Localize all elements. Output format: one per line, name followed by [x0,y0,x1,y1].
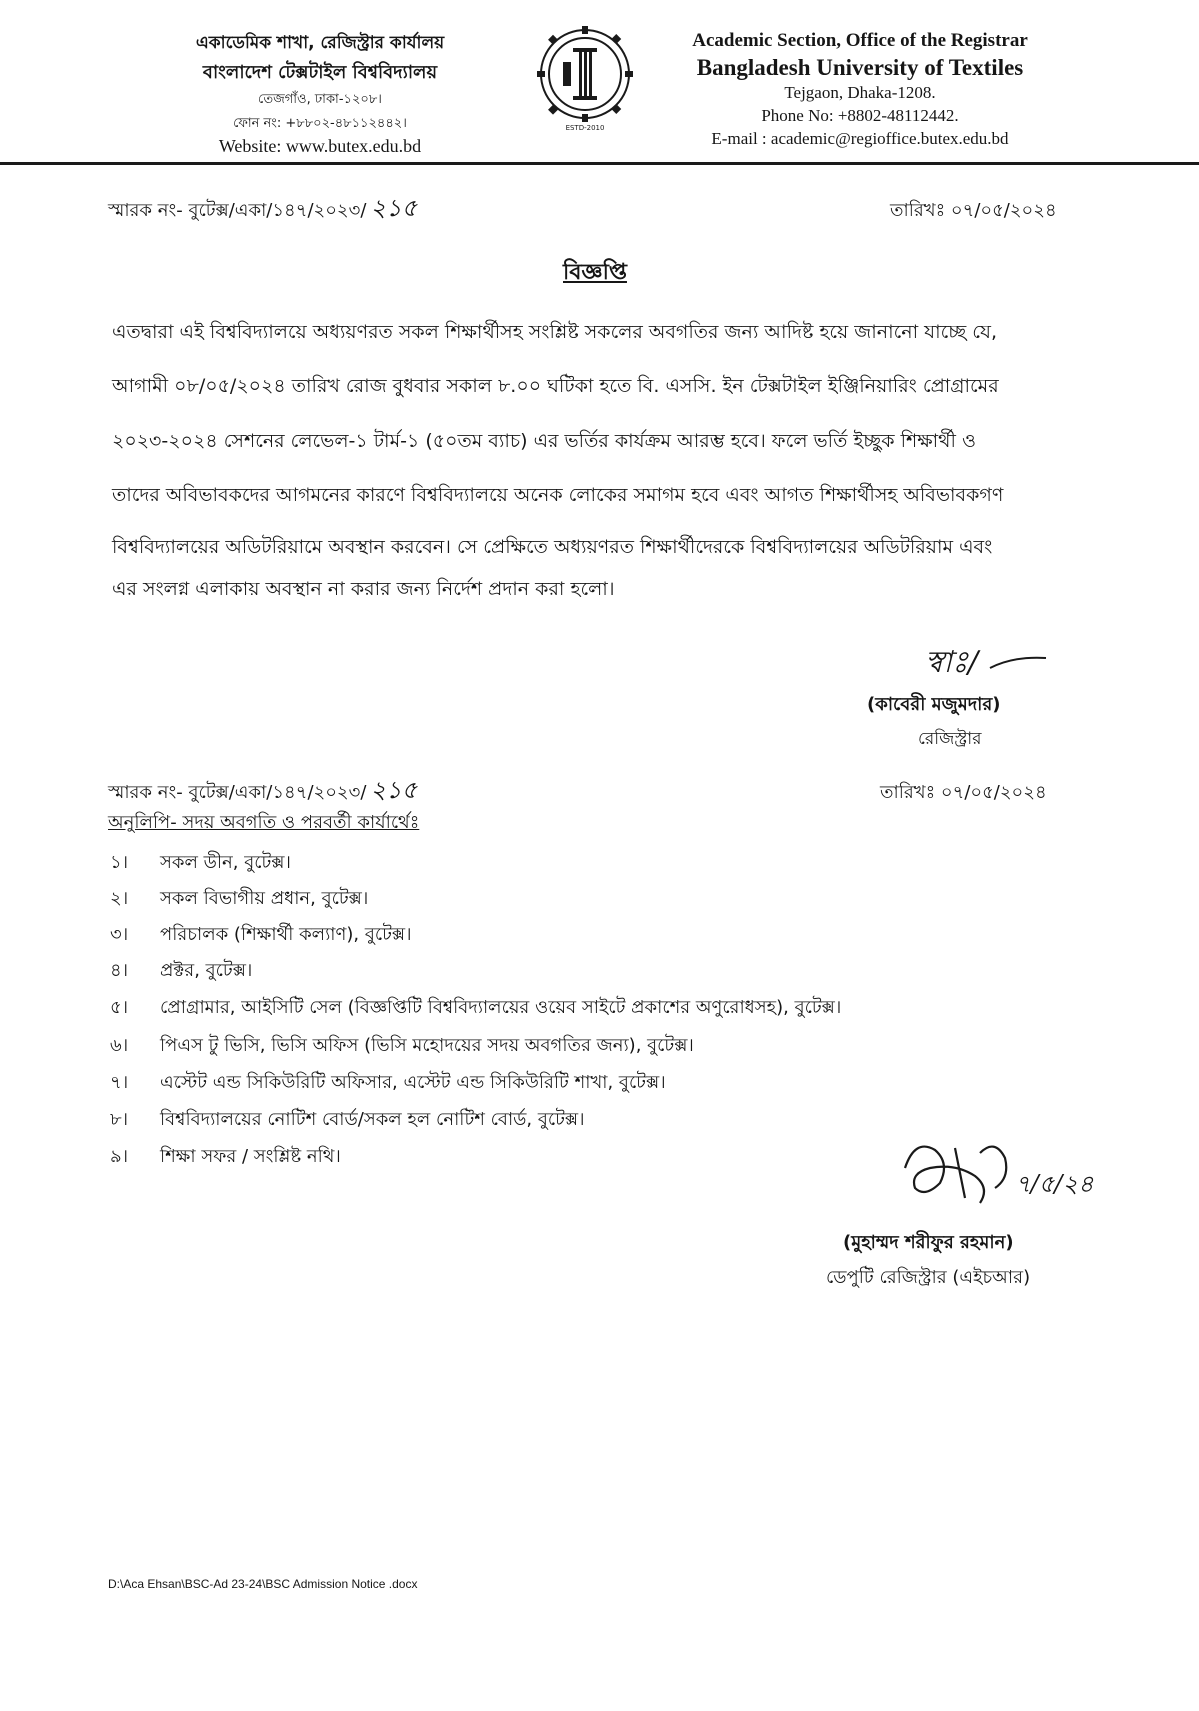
memo-reference [108,190,417,230]
notice-line-1: এতদ্বারা এই বিশ্ববিদ্যালয়ে অধ্যয়ণরত সকল শিক্ষার্থীসহ সংশ্লিষ্ট সকলের অবগতির জন্য আদিষ্ট হয়ে জানানো যাচ্ছে যে, [112,321,997,343]
header-bn-office: একাডেমিক শাখা, রেজিস্ট্রার কার্যালয় [195,33,445,53]
copy-item-text: সকল বিভাগীয় প্রধান, বুটেক্স। [160,888,369,909]
copy-reference [108,772,417,812]
copy-reference-handwritten: ২১৫ [370,776,418,804]
copy-item-text: শিক্ষা সফর / সংশ্লিষ্ট নথি। [160,1146,341,1167]
logo-estd: ESTD-2010 [565,124,605,132]
copy-item-text: এস্টেট এন্ড সিকিউরিটি অফিসার, এস্টেট এন্ড সিকিউরিটি শাখা, বুটেক্স। [160,1072,666,1093]
registrar-name: (কাবেরী মজুমদার) [867,694,1001,715]
copy-item-num: ৮। [110,1109,129,1130]
copy-item-num: ৩। [110,924,129,945]
copy-item-text: বিশ্ববিদ্যালয়ের নোটিশ বোর্ড/সকল হল নোটিশ বোর্ড, বুটেক্স। [160,1109,585,1130]
copy-item-text: প্রোগ্রামার, আইসিটি সেল (বিজ্ঞপ্তিটি বিশ্ববিদ্যালয়ের ওয়েব সাইটে প্রকাশের অণুরোধসহ), বুটেক্স। [160,997,842,1018]
copy-item-num: ৬। [110,1035,129,1056]
memo-reference-text: স্মারক নং- বুটেক্স/একা/১৪৭/২০২৩/ [108,200,367,221]
notice-line-3: ২০২৩-২০২৪ সেশনের লেভেল-১ টার্ম-১ (৫০তম ব্যাচ) এর ভর্তির কার্যক্রম আরম্ভ হবে। ফলে ভর্তি ইচ্ছুক শিক্ষার্থী ও [112,430,976,452]
copy-item-text: পিএস টু ভিসি, ভিসি অফিস (ভিসি মহোদয়ের সদয় অবগতির জন্য), বুটেক্স। [160,1035,694,1056]
copy-date: তারিখঃ ০৭/০৫/২০২৪ [880,782,1047,803]
header-divider [0,162,1199,165]
header-bn-address: তেজগাঁও, ঢাকা-১২০৮। [258,92,382,107]
copy-heading: অনুলিপি- সদয় অবগতি ও পরবর্তী কার্যার্থেঃ [108,812,420,833]
footer-file-path: D:\Aca Ehsan\BSC-Ad 23-24\BSC Admission Notice .docx [108,1577,418,1591]
university-logo [535,22,635,132]
memo-reference-handwritten: ২১৫ [370,194,418,222]
notice-line-4: তাদের অবিভাবকদের আগমনের কারণে বিশ্ববিদ্যালয়ে অনেক লোকের সমাগম হবে এবং আগত শিক্ষার্থীসহ অবিভাবকগণ [112,484,1004,506]
copy-item-text: পরিচালক (শিক্ষার্থী কল্যাণ), বুটেক্স। [160,924,412,945]
copy-item-num: ৫। [110,997,129,1018]
deputy-registrar-title: ডেপুটি রেজিস্ট্রার (এইচআর) [826,1267,1031,1288]
header-bn-university: বাংলাদেশ টেক্সটাইল বিশ্ববিদ্যালয় [202,62,438,83]
deputy-registrar-signature [895,1128,1115,1218]
registrar-title: রেজিস্ট্রার [918,729,982,749]
memo-date: তারিখঃ ০৭/০৫/২০২৪ [890,200,1057,221]
header-website: Website: www.butex.edu.bd [218,136,422,156]
copy-item-num: ২। [110,888,129,909]
header-en-phone: Phone No: +8802-48112442. [761,106,959,125]
registrar-signature-text: স্বাঃ/ [925,645,979,680]
notice-line-2: আগামী ০৮/০৫/২০২৪ তারিখ রোজ বুধবার সকাল ৮.০০ ঘটিকা হতে বি. এসসি. ইন টেক্সটাইল ইঞ্জিনিয়ারিং প্রোগ্রামের [112,375,999,397]
deputy-signature-date: ৭/৫/২৪ [1015,1170,1094,1198]
signature-stroke [988,654,1048,674]
copy-item-text: সকল ডীন, বুটেক্স। [160,852,291,873]
notice-title: বিজ্ঞপ্তি [563,260,627,285]
registrar-signature [925,638,1048,689]
header-en-office: Academic Section, Office of the Registrar [692,30,1028,51]
header-bn-phone: ফোন নং: +৮৮০২-৪৮১১২৪৪২। [233,116,407,131]
copy-item-num: ৯। [110,1146,129,1167]
header-en-email: E-mail : academic@regioffice.butex.edu.bd [711,129,1009,148]
copy-item-text: প্রক্টর, বুটেক্স। [160,960,253,981]
copy-item-num: ১। [110,852,129,873]
notice-line-5: বিশ্ববিদ্যালয়ের অডিটরিয়ামে অবস্থান করবেন। সে প্রেক্ষিতে অধ্যয়ণরত শিক্ষার্থীদেরকে বিশ্ববিদ্যালয়ের অডিটরিয়াম এবং [112,536,993,558]
copy-item-num: ৭। [110,1072,129,1093]
header-en-university: Bangladesh University of Textiles [696,55,1024,80]
deputy-registrar-name: (মুহাম্মদ শরীফুর রহমান) [843,1232,1014,1253]
notice-line-6: এর সংলগ্ন এলাকায় অবস্থান না করার জন্য নির্দেশ প্রদান করা হলো। [112,578,615,600]
copy-item-num: ৪। [110,960,129,981]
header-en-address: Tejgaon, Dhaka-1208. [784,83,936,102]
copy-reference-text: স্মারক নং- বুটেক্স/একা/১৪৭/২০২৩/ [108,782,367,803]
